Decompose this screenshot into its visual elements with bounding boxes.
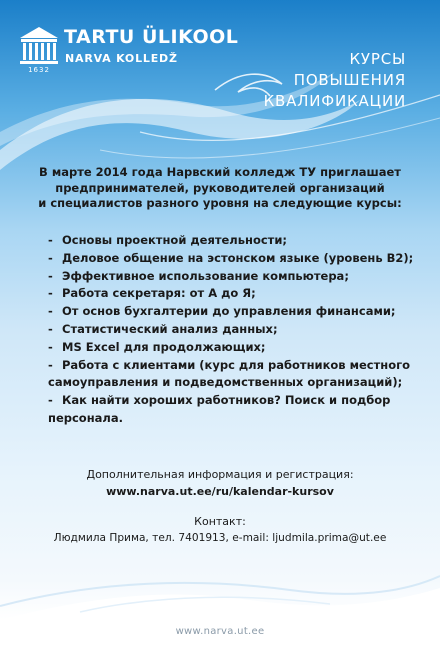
course-item: - Статистический анализ данных; (48, 321, 278, 336)
footer-link[interactable]: www.narva.ut.ee (175, 626, 265, 637)
intro-line: В марте 2014 года Нарвский колледж ТУ приглашает (39, 165, 401, 179)
registration-label: Дополнительная информация и регистрация: (86, 468, 354, 481)
course-label: Основы проектной деятельности; (62, 233, 287, 247)
intro-line: предпринимателей, руководителей организаций (55, 180, 385, 195)
course-item: - Деловое общение на эстонском языке (уровень В2); (48, 250, 414, 265)
course-label: MS Excel для продолжающих; (62, 339, 266, 354)
course-label: От основ бухгалтерии до управления финансами; (62, 304, 396, 319)
course-item: - Работа секретаря: от А до Я; (48, 286, 256, 301)
intro-line: и специалистов разного уровня на следующие курсы: (38, 196, 402, 210)
course-item: - Работа с клиентами (курс для работников местного (48, 357, 411, 372)
course-label: персонала. (48, 410, 123, 425)
course-item: - От основ бухгалтерии до управления финансами; (48, 304, 396, 319)
course-label: Работа с клиентами (курс для работников местного (62, 357, 411, 372)
registration-info (20, 466, 420, 500)
contact-details: Людмила Прима, тел. 7401913, e-mail: ljudmila.prima@ut.ee (53, 532, 387, 544)
logo (16, 24, 256, 80)
contact-block (20, 513, 420, 547)
title-line: КУРСЫ (349, 50, 406, 68)
course-label: самоуправления и подведомственных организаций); (48, 375, 403, 390)
course-item: - Основы проектной деятельности; (48, 233, 287, 247)
course-item-continuation (48, 410, 428, 428)
course-list (48, 232, 428, 428)
course-item-continuation (48, 374, 428, 392)
course-item: - MS Excel для продолжающих; (48, 339, 266, 354)
course-label: Как найти хороших работников? Поиск и подбор (62, 393, 391, 408)
poster-title (264, 49, 406, 112)
course-label: Эффективное использование компьютера; (62, 268, 349, 283)
logo-year: 1632 (28, 66, 50, 74)
course-label: Статистический анализ данных; (62, 321, 278, 336)
registration-link[interactable]: www.narva.ut.ee/ru/kalendar-kursov (106, 485, 334, 498)
intro-text (30, 165, 410, 212)
title-line: ПОВЫШЕНИЯ (293, 71, 406, 89)
course-item: - Как найти хороших работников? Поиск и подбор (48, 393, 391, 408)
title-line: КВАЛИФИКАЦИИ (263, 92, 406, 110)
logo-university-name: TARTU ÜLIKOOL (64, 26, 239, 48)
contact-label: Контакт: (194, 515, 246, 528)
course-label: Деловое общение на эстонском языке (уровень В2); (62, 250, 414, 265)
course-item: - Эффективное использование компьютера; (48, 268, 349, 283)
course-label: Работа секретаря: от А до Я; (62, 286, 256, 301)
logo-college-name: NARVA KOLLEDŽ (65, 52, 178, 65)
